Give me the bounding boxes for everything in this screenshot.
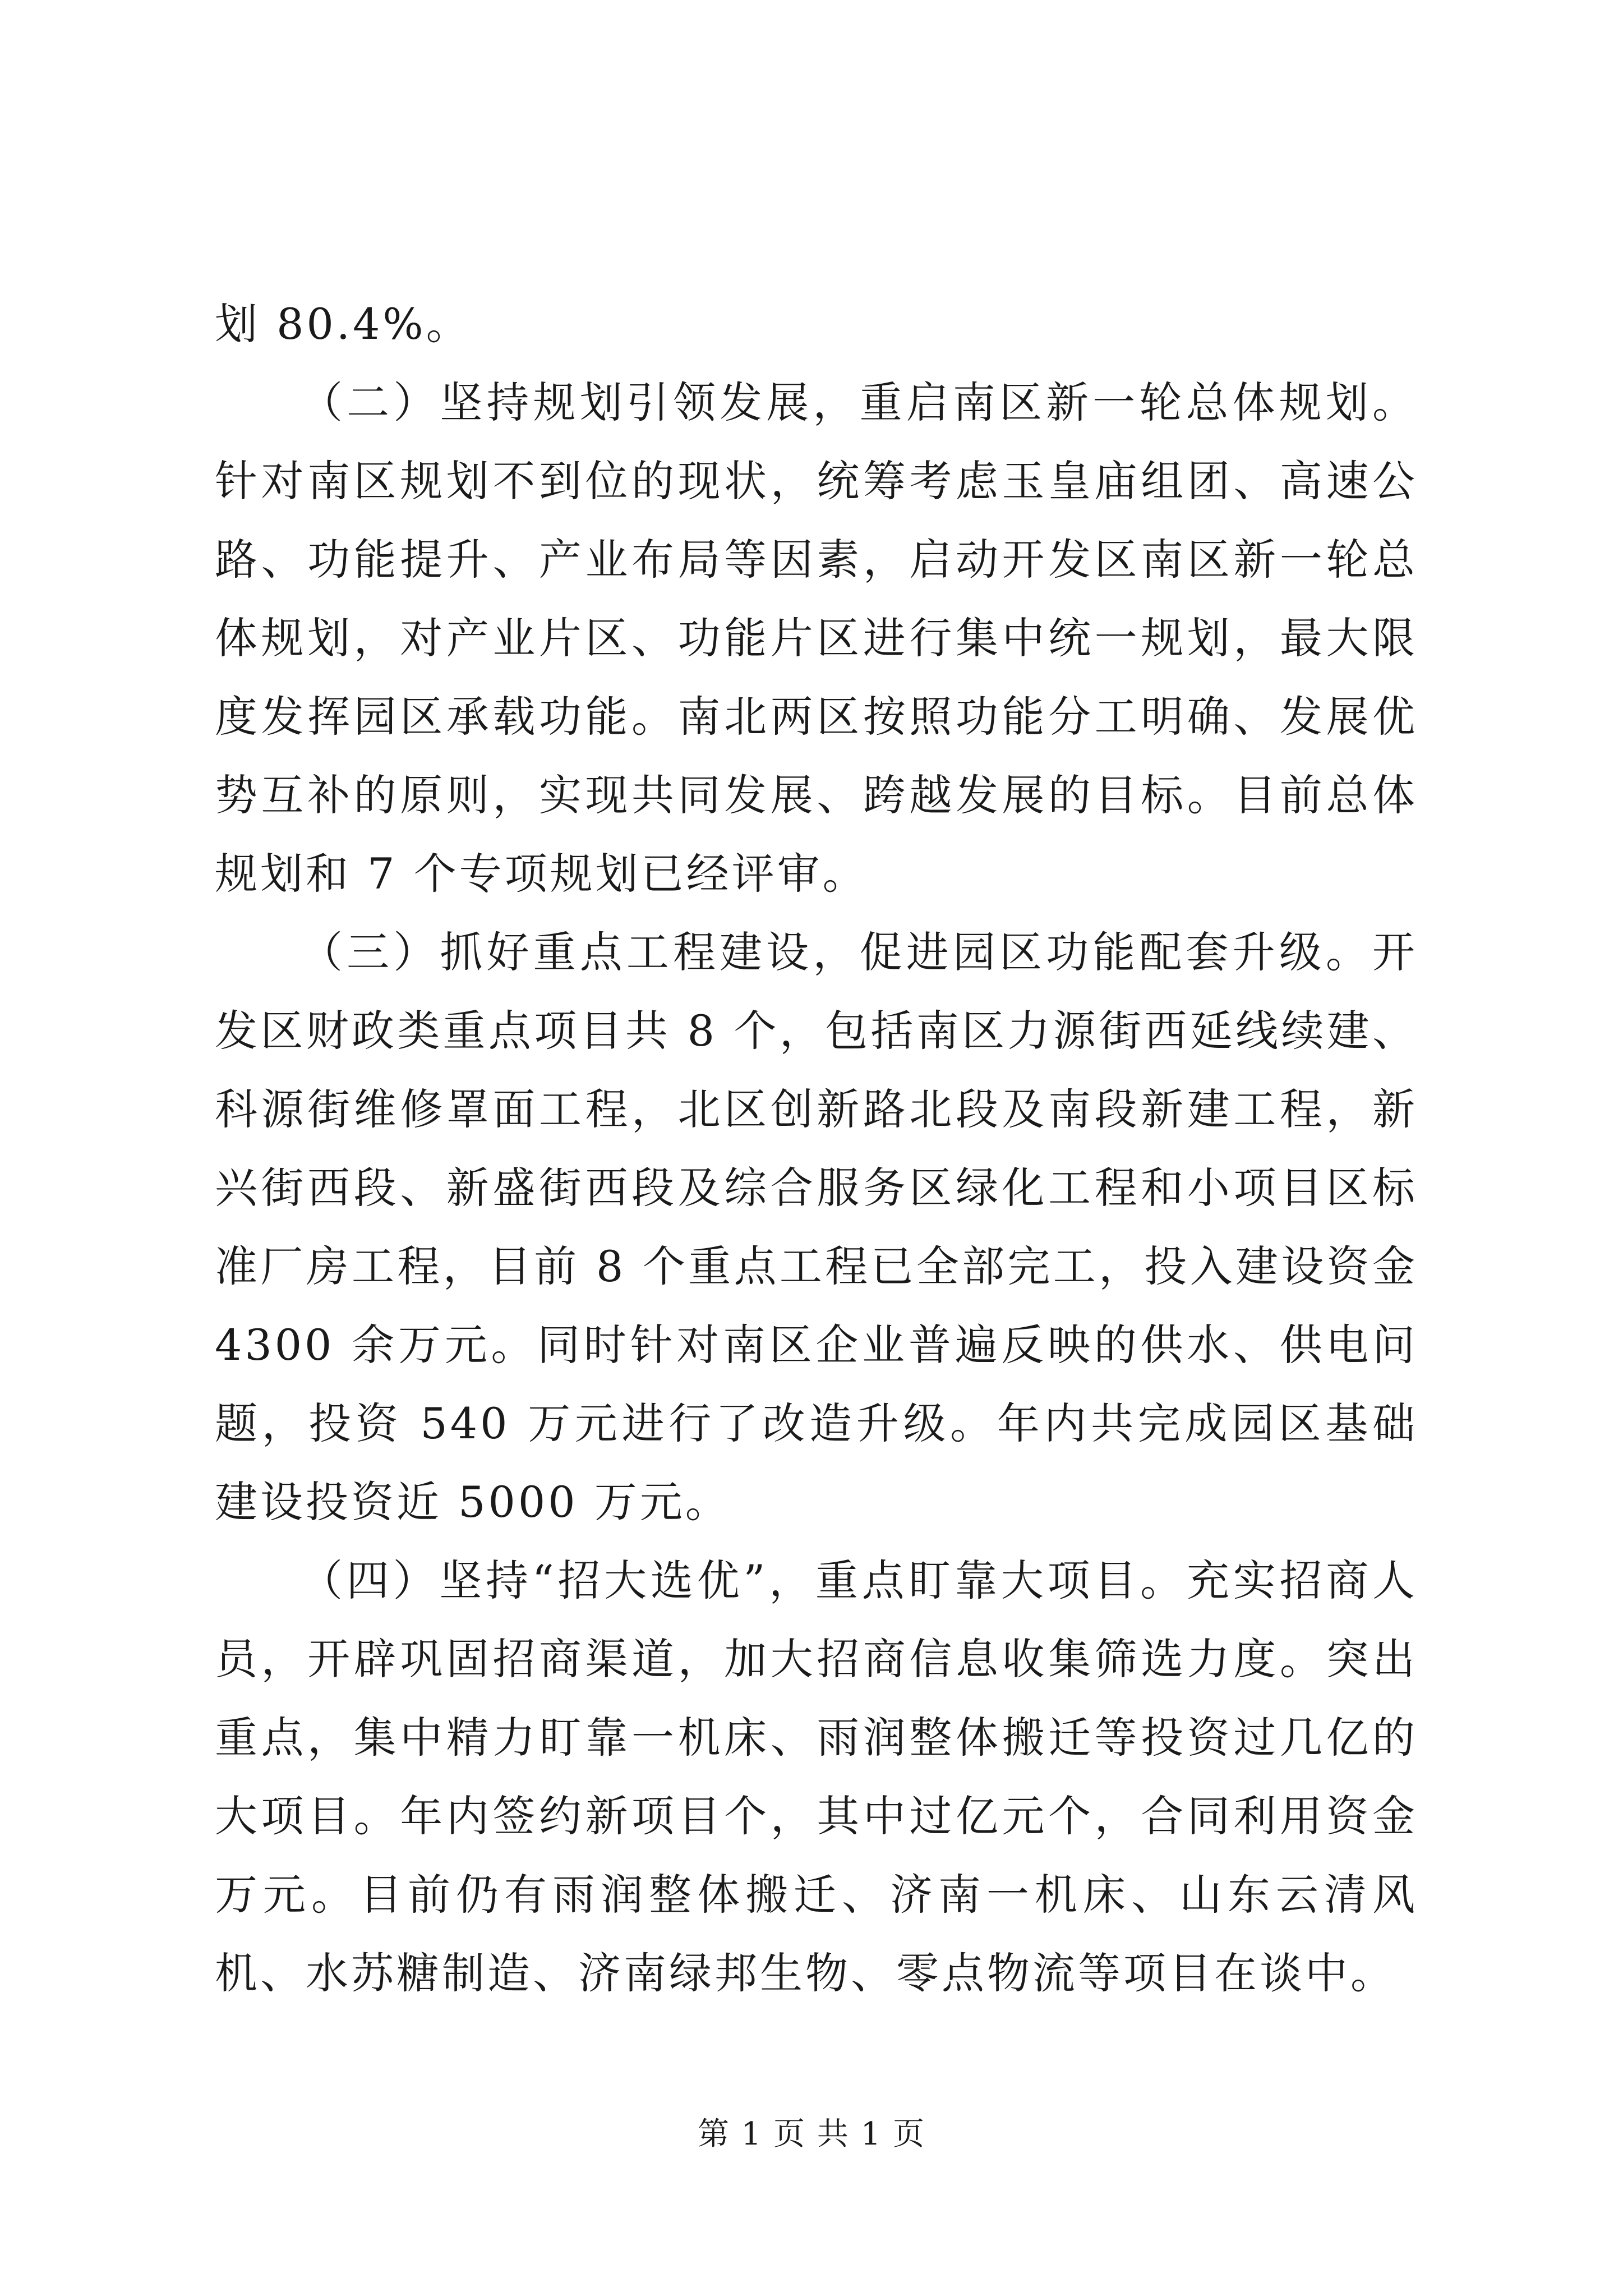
document-body: [215, 285, 1418, 2013]
paragraph-section-3: （三）抓好重点工程建设，促进园区功能配套升级。开发区财政类重点项目共 8 个，包括南区力源街西延线续建、科源街维修罩面工程，北区创新路北段及南段新建工程，新兴街西段、新盛街西段及综合服务区绿化工程和小项目区标准厂房工程，目前 8 个重点工程已全部完工，投入建设资金 4300 余万元。同时针对南区企业普遍反映的供水、供电问题，投资 540 万元进行了改造升级。年内共完成园区基础建设投资近 5000 万元。: [215, 927, 1418, 1527]
page-footer: 第 1 页 共 1 页: [697, 2116, 926, 2152]
paragraph-section-4: （四）坚持“招大选优”，重点盯靠大项目。充实招商人员，开辟巩固招商渠道，加大招商信息收集筛选力度。突出重点，集中精力盯靠一机床、雨润整体搬迁等投资过几亿的大项目。年内签约新项目个，其中过亿元个，合同利用资金万元。目前仍有雨润整体搬迁、济南一机床、山东云清风机、水苏糖制造、济南绿邦生物、零点物流等项目在谈中。: [215, 1556, 1418, 1998]
paragraph-continuation: 划 80.4%。: [215, 299, 472, 349]
paragraph-section-2: （二）坚持规划引领发展，重启南区新一轮总体规划。针对南区规划不到位的现状，统筹考虑玉皇庙组团、高速公路、功能提升、产业布局等因素，启动开发区南区新一轮总体规划，对产业片区、功能片区进行集中统一规划，最大限度发挥园区承载功能。南北两区按照功能分工明确、发展优势互补的原则，实现共同发展、跨越发展的目标。目前总体规划和 7 个专项规划已经评审。: [215, 378, 1418, 899]
